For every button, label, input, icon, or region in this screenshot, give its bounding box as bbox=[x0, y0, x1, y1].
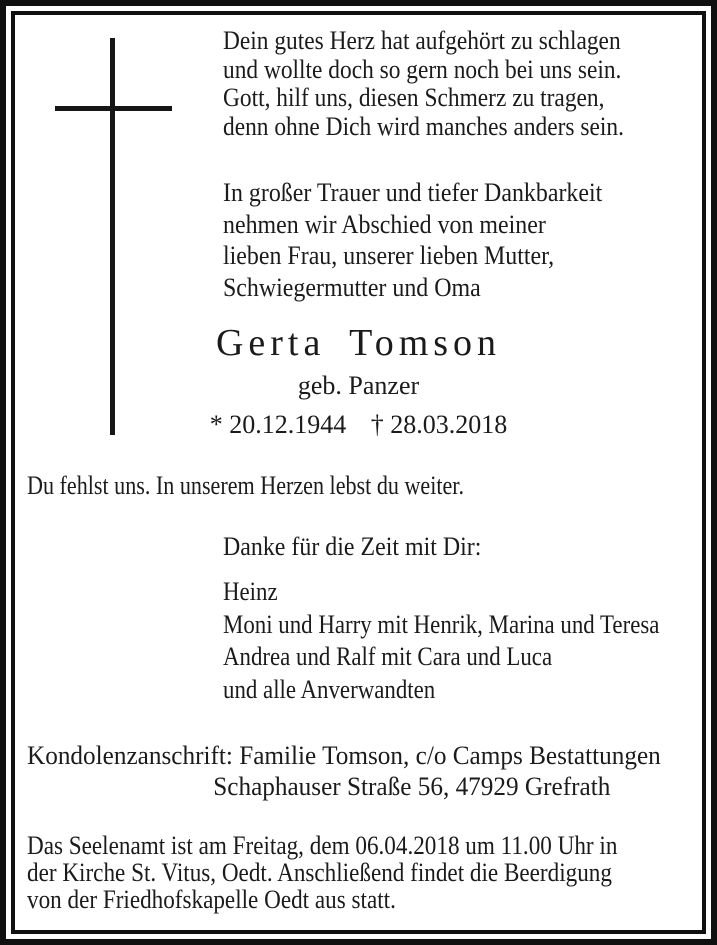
condolence-address bbox=[27, 741, 661, 802]
cross-horizontal-bar bbox=[55, 106, 172, 111]
mourners-list bbox=[223, 576, 659, 706]
announcement-line: lieben Frau, unserer lieben Mutter, bbox=[223, 241, 555, 270]
announcement-text bbox=[223, 177, 602, 303]
poem-line: Gott, hilf uns, diesen Schmerz zu tragen, bbox=[223, 83, 605, 112]
announcement-line: In großer Trauer und tiefer Dankbarkeit bbox=[223, 178, 603, 207]
mourner-line: und alle Anverwandten bbox=[223, 674, 436, 704]
deceased-name: Gerta Tomson bbox=[215, 322, 502, 364]
death-date: † 28.03.2018 bbox=[370, 410, 508, 439]
mourner-line: Heinz bbox=[223, 577, 278, 606]
condolence-line: Kondolenzanschrift: Familie Tomson, c/o Camps Bestattungen bbox=[27, 741, 661, 770]
poem-line: und wollte doch so gern noch bei uns sein. bbox=[223, 54, 622, 84]
announcement-line: nehmen wir Abschied von meiner bbox=[223, 209, 546, 239]
funeral-service-info bbox=[27, 832, 617, 913]
life-dates bbox=[15, 410, 702, 440]
announcement-line: Schwiegermutter und Oma bbox=[223, 272, 481, 302]
service-line: Das Seelenamt ist am Freitag, dem 06.04.2018 um 11.00 Uhr in bbox=[27, 831, 618, 860]
service-line: der Kirche St. Vitus, Oedt. Anschließend findet die Beerdigung bbox=[27, 858, 612, 887]
poem-line: denn ohne Dich wird manches anders sein. bbox=[223, 111, 624, 141]
poem-line: Dein gutes Herz hat aufgehört zu schlagen bbox=[223, 26, 621, 55]
poem-verse bbox=[223, 27, 624, 141]
service-line: von der Friedhofskapelle Oedt aus statt. bbox=[27, 885, 396, 914]
mourner-line: Andrea und Ralf mit Cara und Luca bbox=[223, 642, 553, 671]
mourner-line: Moni und Harry mit Henrik, Marina und Teresa bbox=[223, 609, 660, 639]
thanks-line: Danke für die Zeit mit Dir: bbox=[223, 532, 482, 561]
condolence-line: Schaphauser Straße 56, 47929 Grefrath bbox=[213, 771, 611, 801]
birth-date: * 20.12.1944 bbox=[209, 410, 347, 439]
remembrance-line: Du fehlst uns. In unserem Herzen lebst du weiter. bbox=[27, 471, 464, 500]
maiden-name: geb. Panzer bbox=[297, 371, 420, 400]
